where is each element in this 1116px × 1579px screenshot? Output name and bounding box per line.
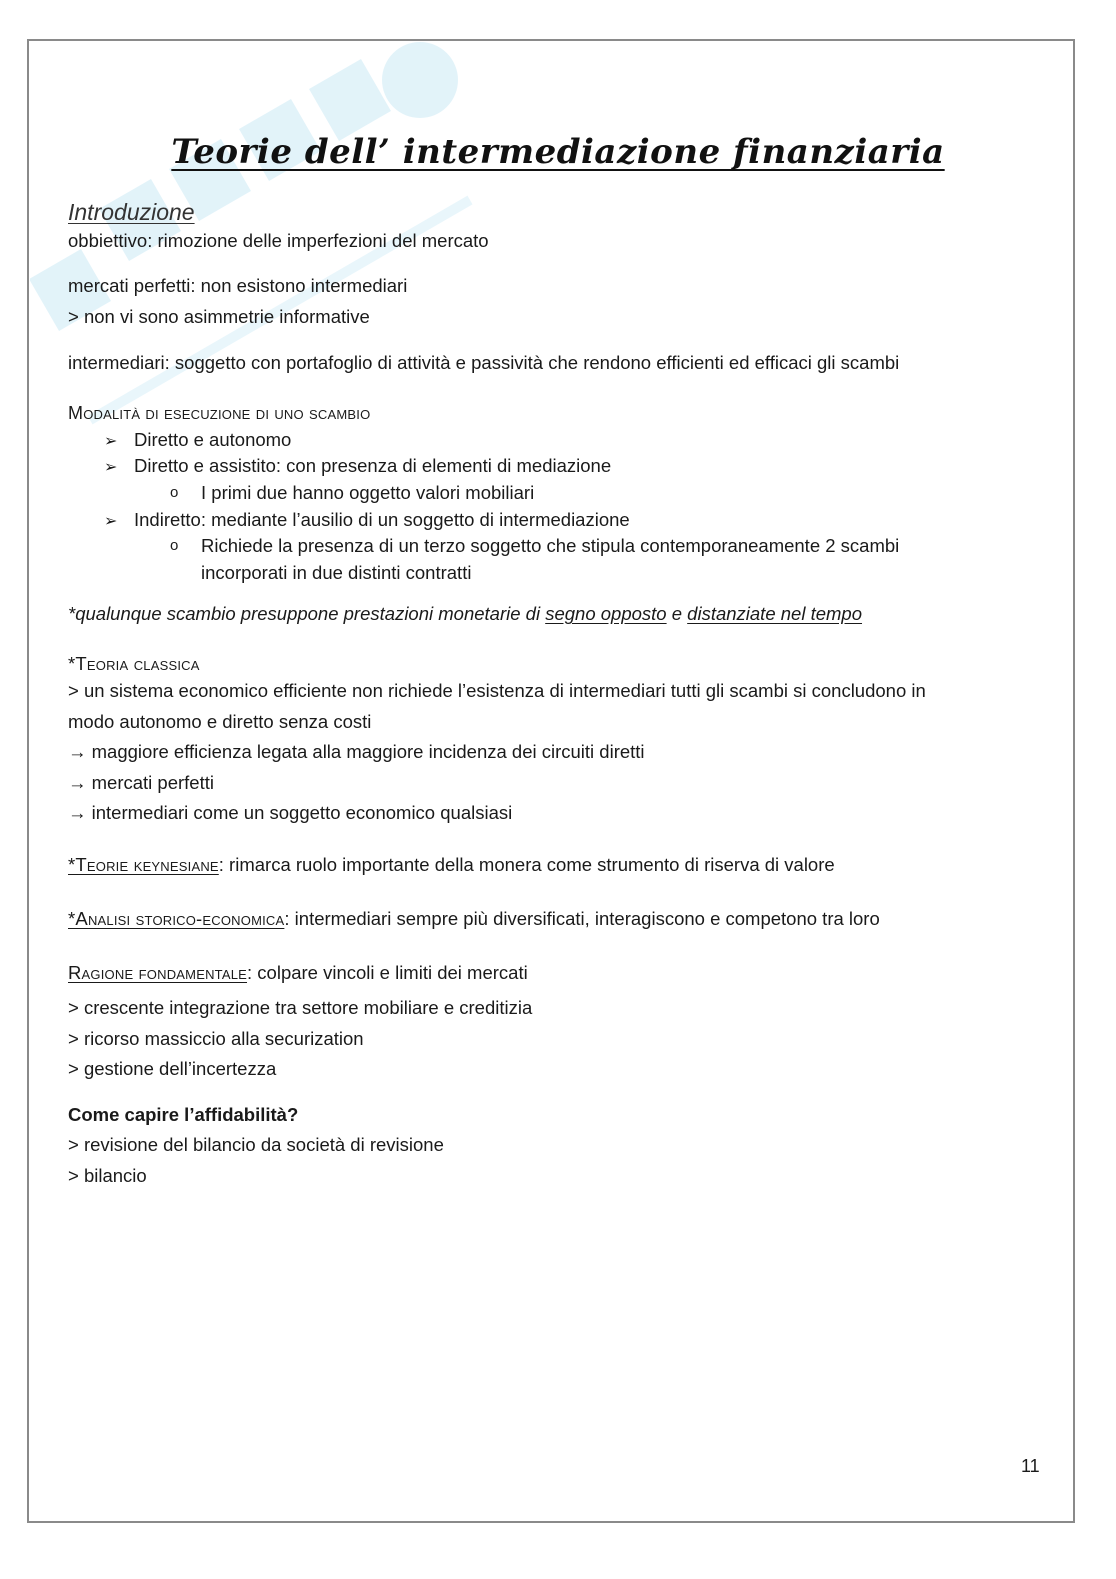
modes-item-2: Diretto e assistito: con presenza di elementi di mediazione [134, 455, 612, 476]
circle-bullet-icon: o [170, 537, 179, 554]
fundamental-line: Ragione fondamentale: colpare vincoli e limiti dei mercati [68, 962, 528, 983]
intro-objective: obbiettivo: rimozione delle imperfezioni del mercato [68, 230, 489, 251]
intro-no-asymmetry: > non vi sono asimmetrie informative [68, 306, 370, 327]
fundamental-line-2: > ricorso massiccio alla securization [68, 1028, 364, 1049]
classic-line-2: modo autonomo e diretto senza costi [68, 711, 372, 732]
classic-line-1: > un sistema economico efficiente non richiede l’esistenza di intermediari tutti gli scambi si concludono in [68, 680, 926, 701]
modes-sub-2-line-1: Richiede la presenza di un terzo soggetto che stipula contemporaneamente 2 scambi [201, 535, 900, 556]
classic-line-4: → mercati perfetti [68, 772, 214, 793]
intro-intermediaries: intermediari: soggetto con portafoglio di attività e passività che rendono efficienti ed efficaci gli scambi [68, 352, 900, 373]
classic-line-5: → intermediari come un soggetto economico qualsiasi [68, 802, 513, 823]
right-arrow-icon: → [68, 772, 87, 793]
right-arrow-icon: → [68, 741, 87, 762]
circle-bullet-icon: o [170, 484, 179, 501]
page-title: Teorie dell’ intermediazione finanziaria [171, 132, 945, 172]
reliability-line-2: > bilancio [68, 1165, 147, 1186]
classic-line-3: → maggiore efficienza legata alla maggiore incidenza dei circuiti diretti [68, 741, 645, 762]
arrow-bullet-icon: ➢ [104, 433, 118, 450]
fundamental-line-3: > gestione dell’incertezza [68, 1058, 277, 1079]
modes-sub-2-line-2: incorporati in due distinti contratti [201, 562, 472, 583]
modes-heading: Modalità di esecuzione di uno scambio [68, 403, 371, 423]
modes-sub-1: I primi due hanno oggetto valori mobiliari [201, 482, 535, 503]
modes-item-1: Diretto e autonomo [134, 429, 292, 450]
arrow-bullet-icon: ➢ [104, 459, 118, 476]
page-number: 11 [1021, 1456, 1040, 1476]
historic-line: *Analisi storico-economica: intermediari sempre più diversificati, interagiscono e competono tra loro [68, 908, 880, 929]
exchange-note: *qualunque scambio presuppone prestazioni monetarie di segno opposto e distanziate nel tempo [68, 603, 863, 624]
intro-perfect-markets: mercati perfetti: non esistono intermediari [68, 275, 408, 296]
reliability-heading: Come capire l’affidabilità? [68, 1104, 299, 1125]
classic-heading: *Teoria classica [68, 653, 200, 674]
arrow-bullet-icon: ➢ [104, 513, 118, 530]
modes-item-3: Indiretto: mediante l’ausilio di un soggetto di intermediazione [134, 509, 630, 530]
fundamental-line-1: > crescente integrazione tra settore mobiliare e creditizia [68, 997, 533, 1018]
right-arrow-icon: → [68, 802, 87, 823]
keynes-line: *Teorie keynesiane: rimarca ruolo importante della monera come strumento di riserva di valore [68, 854, 835, 875]
intro-heading: Introduzione [68, 199, 195, 225]
reliability-line-1: > revisione del bilancio da società di revisione [68, 1134, 444, 1155]
